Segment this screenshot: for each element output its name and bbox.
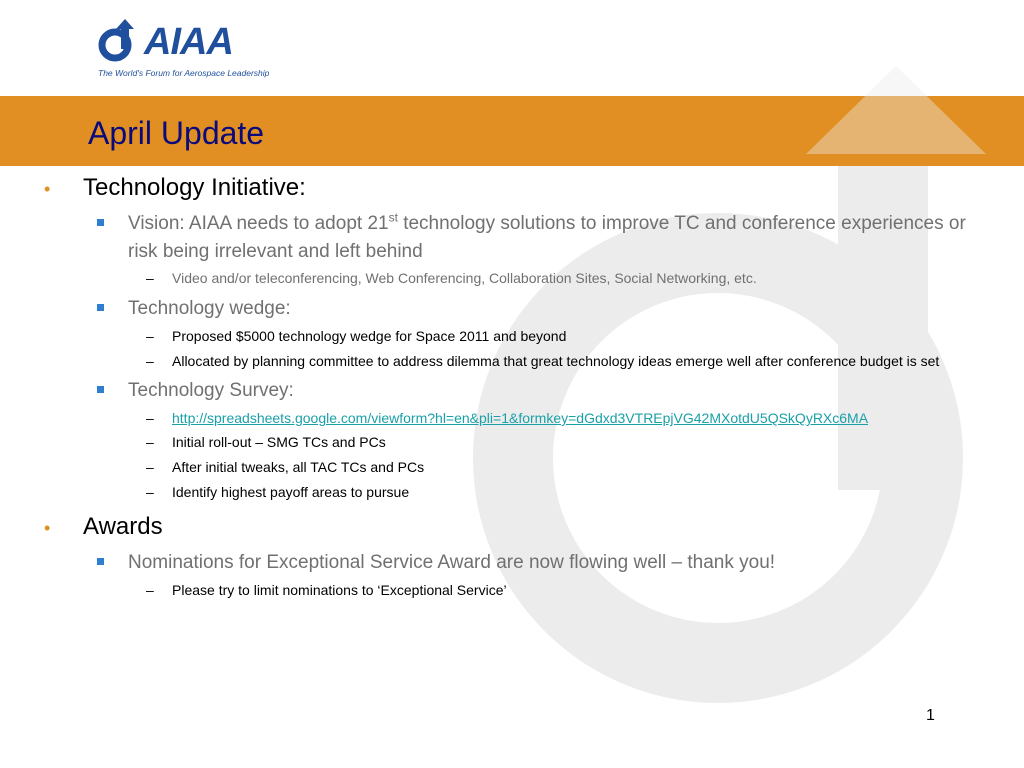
wedge-item: Allocated by planning committee to address dilemma that great technology ideas emerge well after conference budget is set [172, 353, 940, 369]
vision-text: Vision: AIAA needs to adopt 21st technology solutions to improve TC and conference experiences or risk being irrelevant and left behind [128, 210, 966, 262]
bullet-dot-icon: • [44, 518, 51, 538]
survey-label: Technology Survey: [128, 380, 294, 401]
survey-item: Initial roll-out – SMG TCs and PCs [172, 434, 386, 450]
dash-bullet-icon: – [146, 582, 154, 598]
vision-sub-item: Video and/or teleconferencing, Web Conferencing, Collaboration Sites, Social Networking, etc. [172, 270, 757, 286]
survey-link-item [172, 408, 868, 428]
square-bullet-icon [97, 558, 104, 565]
dash-bullet-icon: – [146, 484, 154, 500]
aiaa-logo [96, 18, 270, 80]
arrow-head-watermark [806, 66, 986, 156]
wedge-item: Proposed $5000 technology wedge for Space 2011 and beyond [172, 328, 567, 344]
dash-bullet-icon: – [146, 410, 154, 426]
survey-item: Identify highest payoff areas to pursue [172, 484, 410, 500]
aiaa-emblem-icon [96, 18, 148, 64]
section-heading-awards: Awards [83, 513, 163, 540]
bullet-dot-icon: • [44, 179, 51, 199]
logo-tagline: The World's Forum for Aerospace Leadership [98, 68, 270, 78]
dash-bullet-icon: – [146, 270, 154, 286]
survey-link[interactable]: http://spreadsheets.google.com/viewform?hl=en&pli=1&formkey=dGdxd3VTREpjVG42MXotdU5QSkQyRXc6MA [172, 410, 869, 426]
dash-bullet-icon: – [146, 353, 154, 369]
survey-item: After initial tweaks, all TAC TCs and PCs [172, 459, 425, 475]
dash-bullet-icon: – [146, 434, 154, 450]
square-bullet-icon [97, 304, 104, 311]
nominations-label: Nominations for Exceptional Service Award are now flowing well – thank you! [128, 552, 776, 573]
logo-wordmark: AIAA [144, 21, 233, 63]
slide-title: April Update [88, 115, 265, 151]
square-bullet-icon [97, 219, 104, 226]
section-heading-technology: Technology Initiative: [83, 174, 306, 201]
wedge-label: Technology wedge: [128, 298, 291, 319]
page-number: 1 [926, 707, 935, 724]
dash-bullet-icon: – [146, 459, 154, 475]
nominations-sub-item: Please try to limit nominations to ‘Exceptional Service’ [172, 582, 507, 598]
square-bullet-icon [97, 386, 104, 393]
dash-bullet-icon: – [146, 328, 154, 344]
